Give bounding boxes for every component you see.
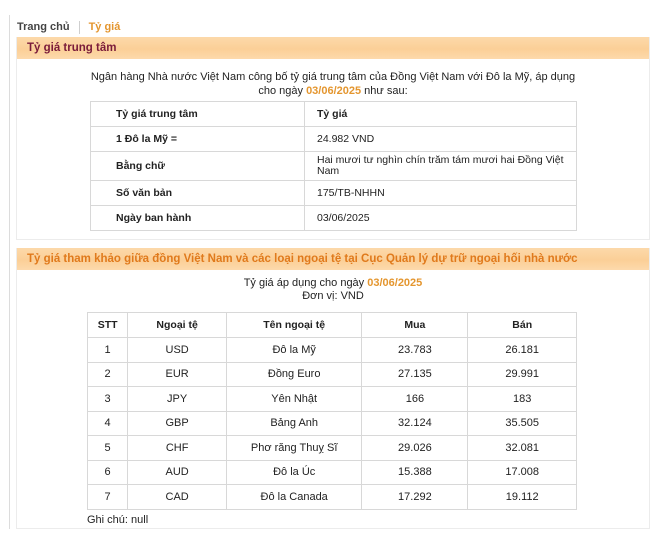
table-row [88,338,577,363]
row-label: Bằng chữ [91,152,305,181]
table-header-row [88,313,577,338]
cell-name: Đô la Canada [227,485,362,510]
cell-sell: 19.112 [468,485,577,510]
reference-rate-table [87,312,577,510]
cell-code: CAD [128,485,227,510]
apply-date-line [17,277,649,290]
cell-name: Đô la Úc [227,460,362,485]
col-header-currency: Ngoại tệ [128,313,227,338]
cell-stt: 5 [88,436,128,461]
col-header-buy: Mua [362,313,468,338]
cell-name: Đồng Euro [227,362,362,387]
cell-stt: 4 [88,411,128,436]
cell-sell: 29.991 [468,362,577,387]
table-row [88,387,577,412]
col-header-sell: Bán [468,313,577,338]
cell-code: JPY [128,387,227,412]
cell-buy: 15.388 [362,460,468,485]
cell-code: GBP [128,411,227,436]
cell-name: Phơ răng Thuỵ Sĩ [227,436,362,461]
table-row [91,152,577,181]
cell-code: USD [128,338,227,363]
col-header-stt: STT [88,313,128,338]
apply-date: 03/06/2025 [367,277,423,289]
table-row [91,181,577,206]
breadcrumb-separator [79,21,80,34]
row-value: 03/06/2025 [305,206,577,231]
cell-name: Yên Nhật [227,387,362,412]
col-header-name: Tên ngoại tệ [227,313,362,338]
unit-line: Đơn vị: VND [302,290,364,302]
intro-line-2 [17,84,649,98]
table-row [91,206,577,231]
table-row [88,485,577,510]
cell-stt: 7 [88,485,128,510]
cell-sell: 183 [468,387,577,412]
cell-stt: 3 [88,387,128,412]
table-row [88,436,577,461]
note-text: Ghi chú: null [87,514,149,526]
reference-rate-subtitle [17,277,649,303]
cell-stt: 6 [88,460,128,485]
cell-name: Đô la Mỹ [227,338,362,363]
cell-sell: 17.008 [468,460,577,485]
cell-stt: 2 [88,362,128,387]
cell-sell: 26.181 [468,338,577,363]
cell-code: EUR [128,362,227,387]
row-value: 175/TB-NHHN [305,181,577,206]
cell-buy: 17.292 [362,485,468,510]
central-rate-table [90,101,577,231]
cell-buy: 166 [362,387,468,412]
cell-sell: 35.505 [468,411,577,436]
row-label: Số văn bản [91,181,305,206]
row-value: 24.982 VND [305,127,577,152]
cell-stt: 1 [88,338,128,363]
breadcrumb-current[interactable]: Tỷ giá [88,21,121,33]
reference-rate-panel [16,248,650,529]
breadcrumb [17,20,120,34]
intro-prefix: cho ngày [258,85,307,97]
intro-suffix: như sau: [361,85,408,97]
header-cell: Tỷ giá [305,102,577,127]
table-row [88,362,577,387]
cell-code: AUD [128,460,227,485]
cell-name: Bảng Anh [227,411,362,436]
row-label: 1 Đô la Mỹ = [91,127,305,152]
left-border [9,15,10,529]
apply-prefix: Tỷ giá áp dụng cho ngày [243,277,368,289]
row-label: Ngày ban hành [91,206,305,231]
intro-line-1: Ngân hàng Nhà nước Việt Nam công bố tỷ giá trung tâm của Đồng Việt Nam với Đô la Mỹ, áp dụng [90,71,576,83]
cell-buy: 29.026 [362,436,468,461]
table-row [88,411,577,436]
table-header-row [91,102,577,127]
table-row [91,127,577,152]
cell-code: CHF [128,436,227,461]
table-row [88,460,577,485]
cell-buy: 32.124 [362,411,468,436]
cell-buy: 23.783 [362,338,468,363]
cell-buy: 27.135 [362,362,468,387]
header-cell: Tỷ giá trung tâm [91,102,305,127]
cell-sell: 32.081 [468,436,577,461]
row-value: Hai mươi tư nghìn chín trăm tám mươi hai Đồng Việt Nam [305,152,577,181]
central-rate-intro [17,70,649,98]
central-rate-panel [16,37,650,240]
intro-date: 03/06/2025 [306,85,362,97]
central-rate-title: Tỷ giá trung tâm [17,37,649,59]
reference-rate-title: Tỷ giá tham khảo giữa đồng Việt Nam và các loại ngoại tệ tại Cục Quản lý dự trữ ngoại hối nhà nước [17,248,649,270]
breadcrumb-home-link[interactable]: Trang chủ [17,21,70,33]
